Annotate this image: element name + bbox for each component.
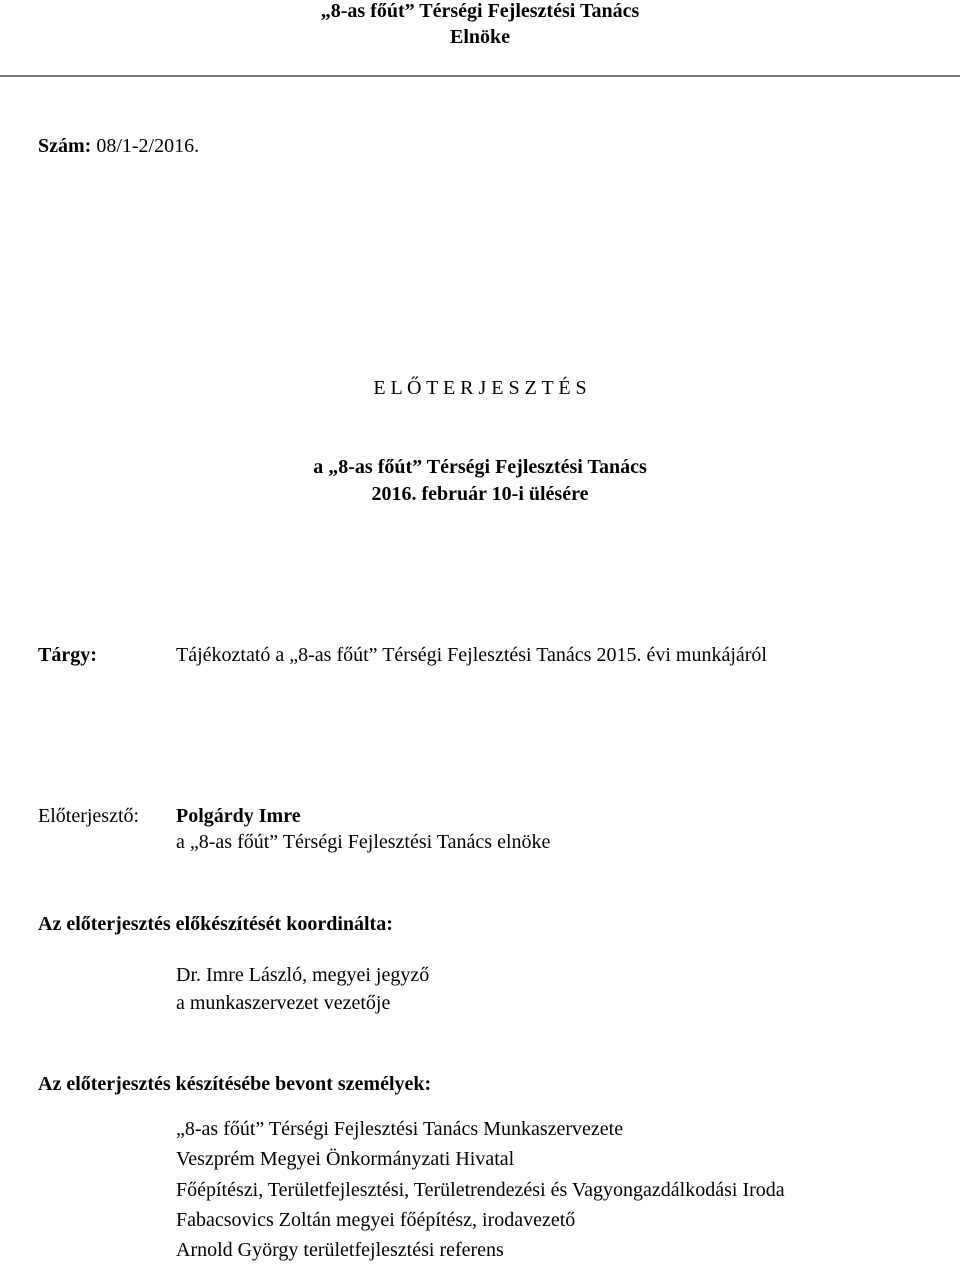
list-item: Veszprém Megyei Önkormányzati Hivatal [176, 1148, 515, 1170]
coordinator-role: a munkaszervezet vezetője [176, 992, 391, 1014]
meeting-line-1: a „8-as főút” Térségi Fejlesztési Tanács [313, 456, 647, 478]
list-item: Fabacsovics Zoltán megyei főépítész, irodavezető [176, 1209, 576, 1231]
subject-label: Tárgy: [38, 644, 97, 666]
header-title: „8-as főút” Térségi Fejlesztési Tanács [320, 0, 640, 22]
list-item: „8-as főút” Térségi Fejlesztési Tanács Munkaszervezete [176, 1118, 624, 1140]
meeting-line-2: 2016. február 10-i ülésére [371, 483, 589, 505]
presenter-name: Polgárdy Imre [176, 805, 301, 827]
presenter-label: Előterjesztő: [38, 805, 140, 827]
document-type-title: E L Ő T E R J E S Z T É S [373, 377, 587, 399]
subject-value: Tájékoztató a „8-as főút” Térségi Fejlesztési Tanács 2015. évi munkájáról [176, 644, 767, 666]
presenter-role: a „8-as főút” Térségi Fejlesztési Tanács elnöke [176, 831, 551, 853]
list-item: Főépítészi, Területfejlesztési, Területrendezési és Vagyongazdálkodási Iroda [176, 1179, 785, 1201]
document-number-value: 08/1-2/2016. [96, 135, 200, 157]
document-number-label: Szám: [38, 135, 92, 157]
header-subtitle: Elnöke [449, 26, 511, 48]
list-item: Arnold György területfejlesztési referens [176, 1239, 504, 1261]
coordinator-name: Dr. Imre László, megyei jegyző [176, 964, 430, 986]
contributors-heading: Az előterjesztés készítésébe bevont személyek: [38, 1073, 432, 1095]
header-divider [0, 75, 960, 77]
coordinator-heading: Az előterjesztés előkészítését koordinálta: [38, 913, 393, 935]
document-number [38, 135, 199, 158]
